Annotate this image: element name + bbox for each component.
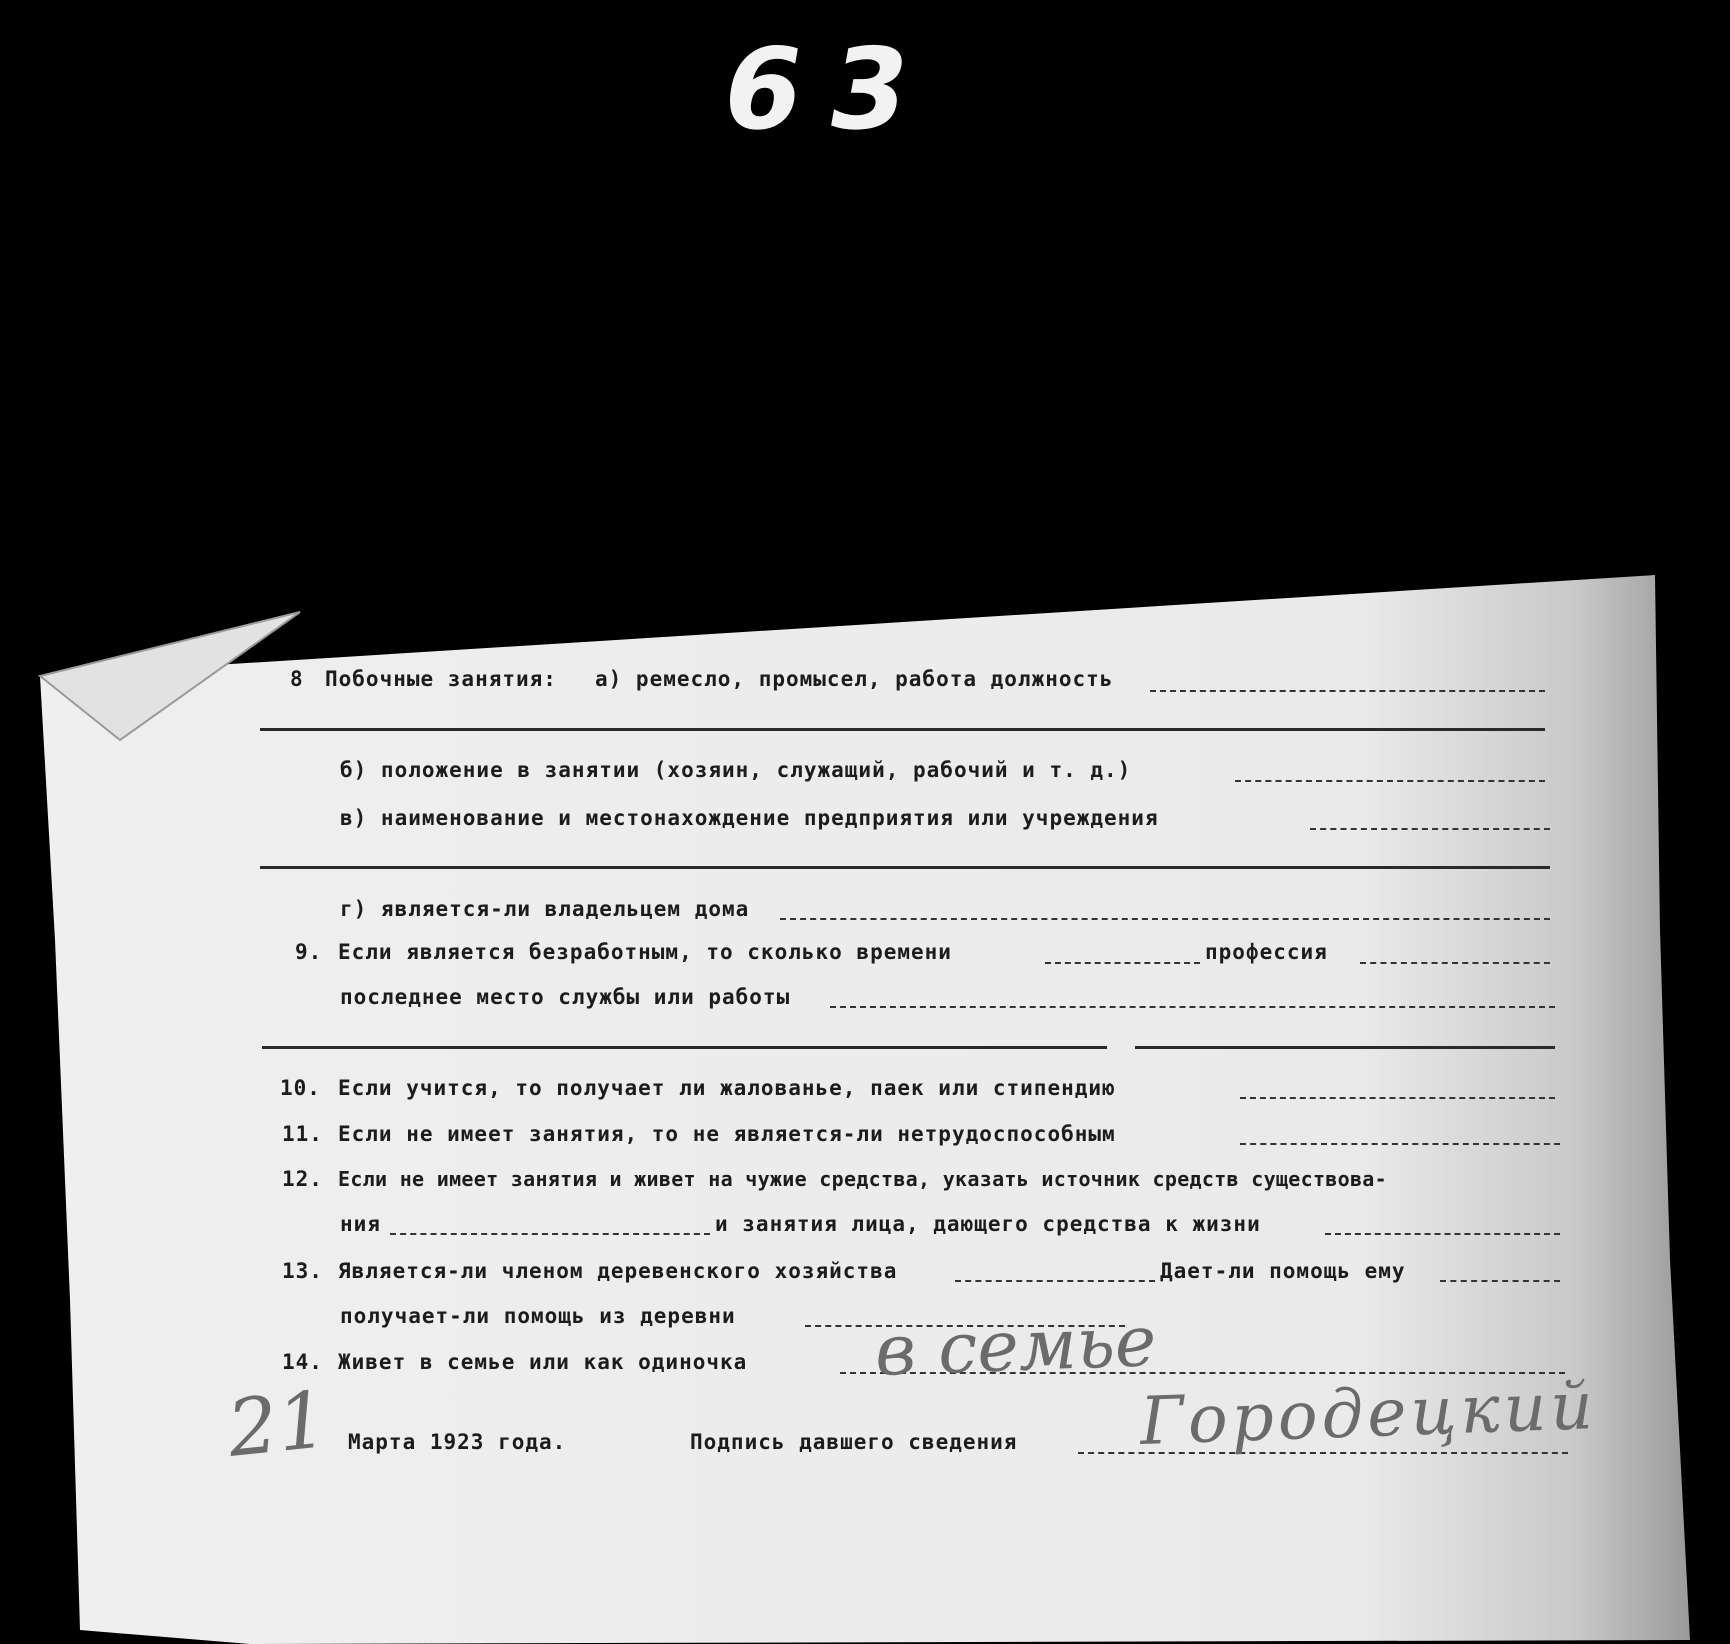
q13-help-field[interactable]	[1440, 1280, 1560, 1282]
date-label: Марта 1923 года.	[348, 1430, 567, 1454]
q11-label: Если не имеет занятия, то не является-ли нетрудоспособным	[338, 1122, 1116, 1146]
q9-profession-label: профессия	[1205, 940, 1328, 964]
q9-duration-field[interactable]	[1045, 962, 1200, 964]
q10-number: 10.	[280, 1076, 321, 1100]
q8-a-field-continued[interactable]	[260, 728, 1545, 731]
q8-v-field-continued[interactable]	[260, 866, 1550, 869]
q8-b-label: б) положение в занятии (хозяин, служащий, рабочий и т. д.)	[340, 758, 1132, 782]
q14-label: Живет в семье или как одиночка	[338, 1350, 748, 1374]
q12-label: Если не имеет занятия и живет на чужие средства, указать источник средств существова-	[338, 1167, 1387, 1191]
q11-number: 11.	[282, 1122, 323, 1146]
q12-number: 12.	[282, 1167, 323, 1191]
q8-g-label: г) является-ли владельцем дома	[340, 897, 750, 921]
q12-occupation-field[interactable]	[1325, 1233, 1560, 1235]
q13-receives-label: получает-ли помощь из деревни	[340, 1304, 736, 1328]
q8-g-field[interactable]	[780, 918, 1550, 920]
q8-v-field[interactable]	[1310, 828, 1550, 830]
paper	[40, 575, 1690, 1644]
q8-a-field[interactable]	[1150, 690, 1545, 692]
q11-field[interactable]	[1240, 1143, 1560, 1145]
q8-a-label: а) ремесло, промысел, работа должность	[595, 667, 1114, 691]
q9-field-continued-b[interactable]	[1135, 1046, 1555, 1049]
q13-number: 13.	[282, 1259, 323, 1283]
q13-label: Является-ли членом деревенского хозяйства	[338, 1259, 898, 1283]
q8-number: 8	[290, 667, 304, 691]
q8-b-field[interactable]	[1235, 780, 1545, 782]
frame-number: 63	[712, 25, 948, 155]
q9-number: 9.	[295, 940, 323, 964]
signature-label: Подпись давшего сведения	[690, 1430, 1018, 1454]
q12-cont-label: ния	[340, 1212, 381, 1236]
handwritten-signature: Городецкий	[1138, 1367, 1599, 1460]
q9-field-continued-a[interactable]	[262, 1046, 1107, 1049]
q8-v-label: в) наименование и местонахождение предприятия или учреждения	[340, 806, 1159, 830]
q9-last-field[interactable]	[830, 1006, 1555, 1008]
q10-label: Если учится, то получает ли жалованье, паек или стипендию	[338, 1076, 1116, 1100]
q8-title: Побочные занятия:	[325, 667, 557, 691]
q14-handwritten-answer: в семье	[873, 1300, 1158, 1392]
q10-field[interactable]	[1240, 1097, 1555, 1099]
q12-occupation-label: и занятия лица, дающего средства к жизни	[715, 1212, 1261, 1236]
q9-profession-field[interactable]	[1360, 962, 1550, 964]
q9-last-label: последнее место службы или работы	[340, 985, 791, 1009]
handwritten-day: 21	[223, 1375, 332, 1475]
q14-number: 14.	[282, 1350, 323, 1374]
q13-member-field[interactable]	[955, 1280, 1155, 1282]
q12-source-field[interactable]	[390, 1233, 710, 1235]
q9-label: Если является безработным, то сколько времени	[338, 940, 952, 964]
q13-help-label: Дает-ли помощь ему	[1160, 1259, 1406, 1283]
